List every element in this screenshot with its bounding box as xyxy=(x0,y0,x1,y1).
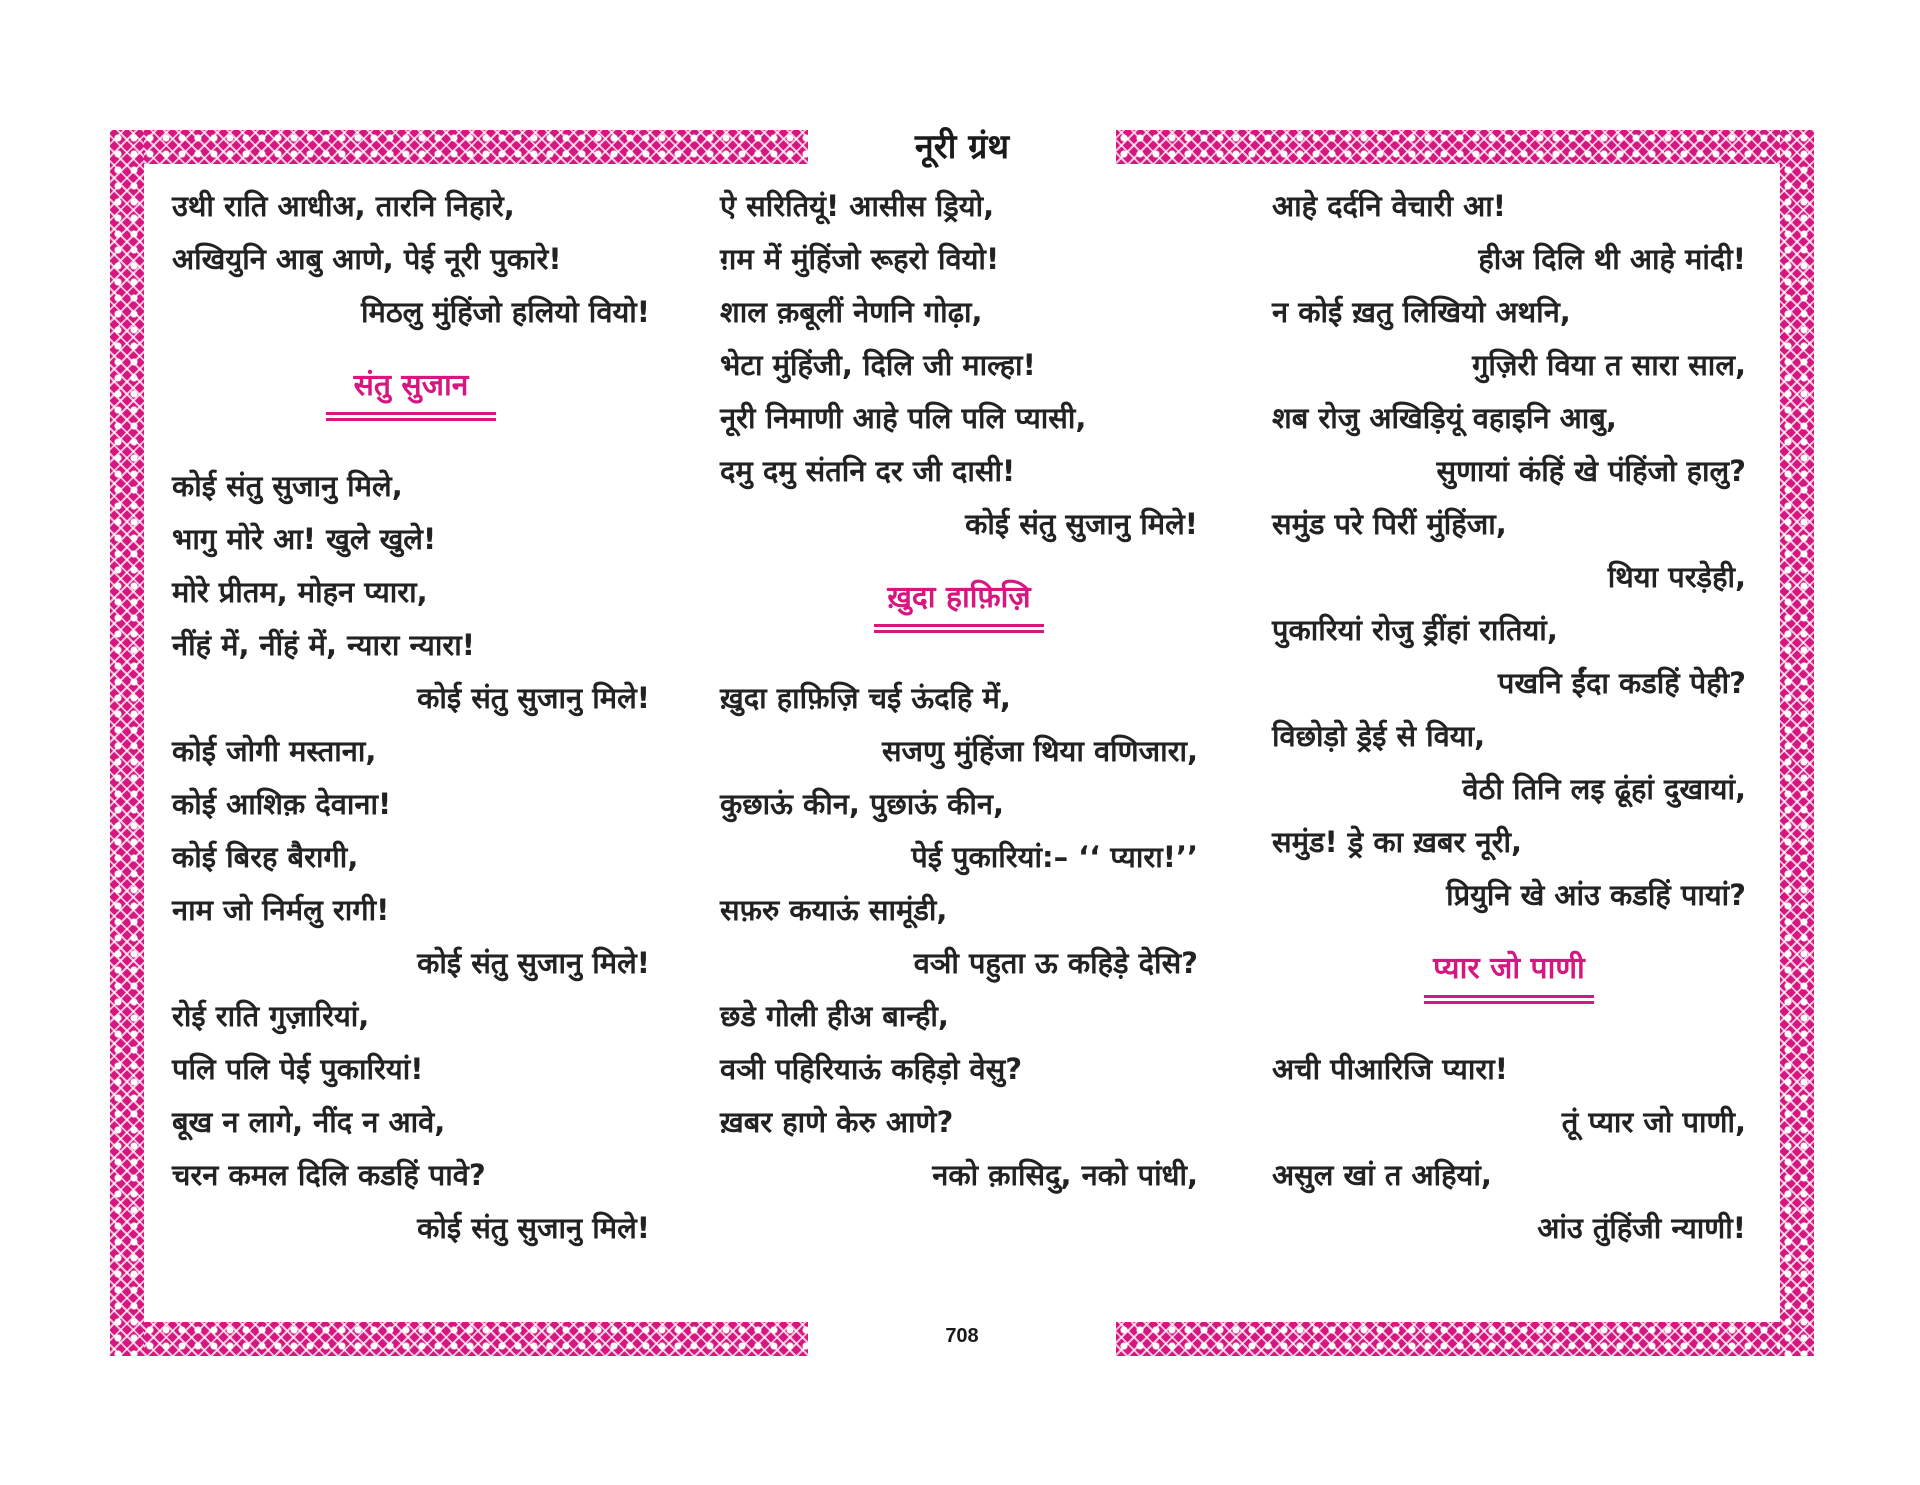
verse-line: समुंड परे पिरीं मुंहिंजा, xyxy=(1272,507,1507,541)
verse-line: गुज़िरी विया त सारा साल, xyxy=(1472,348,1746,382)
verse-line: दमु दमु संतनि दर जी दासी! xyxy=(720,454,1016,488)
verse-line: पलि पलि पेई पुकारियां! xyxy=(172,1052,424,1086)
verse-line: कोई संतु सुजानु मिले, xyxy=(172,469,403,503)
poem-heading: प्यार जो पाणी xyxy=(1433,951,1585,986)
verse-line: आहे दर्दनि वेचारी आ! xyxy=(1272,189,1507,223)
poem-heading: संतु सुजान xyxy=(353,368,469,403)
verse-line: भागु मोरे आ! खुले खुले! xyxy=(172,522,437,556)
verse-line: ख़बर हाणे केरु आणे? xyxy=(720,1105,954,1139)
verse-line: असुल खां त अहियां, xyxy=(1272,1158,1492,1192)
verse-line: शाल क़बूलीं नेणनि गोढ़ा, xyxy=(720,295,983,329)
verse-line: कोई जोगी मस्ताना, xyxy=(172,734,377,768)
verse-line: प्रियुनि खे आंउ कडहिं पायां? xyxy=(1446,878,1746,912)
border-bottom-right xyxy=(1116,1322,1814,1356)
verse-line: तूं प्यार जो पाणी, xyxy=(1561,1105,1746,1139)
border-top-left xyxy=(110,130,808,164)
verse-line: उथी राति आधीअ, तारनि निहारे, xyxy=(172,189,515,223)
verse-line: थिया परड़ेही, xyxy=(1607,560,1746,594)
verse-line: ऐ सरितियूं! आसीस ड्रियो, xyxy=(720,189,995,223)
verse-line: कोई आशिक़ देवाना! xyxy=(172,787,392,821)
verse-line: कोई संतु सुजानु मिले! xyxy=(965,507,1198,541)
verse-line: आंउ तुंहिंजी न्याणी! xyxy=(1537,1211,1746,1245)
border-left xyxy=(110,130,144,1356)
verse-line: हीअ दिलि थी आहे मांदी! xyxy=(1478,242,1746,276)
verse-line: समुंड! ड्रे का ख़बर नूरी, xyxy=(1272,825,1522,859)
verse-line: विछोड़ो ड्रेई से विया, xyxy=(1272,719,1486,753)
verse-line: सजणु मुंहिंजा थिया वणिजारा, xyxy=(881,734,1198,768)
verse-line: ख़ुदा हाफ़िज़ि चई ऊंदहि में, xyxy=(720,681,1011,715)
verse-line: अची पीआरिजि प्यारा! xyxy=(1272,1052,1508,1086)
poem-heading: ख़ुदा हाफ़िज़ि xyxy=(887,580,1031,615)
verse-line: वञी पहुता ऊ कहिड़े देसि? xyxy=(913,946,1198,980)
verse-line: नूरी निमाणी आहे पलि पलि प्यासी, xyxy=(720,401,1087,435)
border-right xyxy=(1780,130,1814,1356)
verse-line: नको क़ासिदु, नको पांधी, xyxy=(932,1158,1198,1192)
heading-underline xyxy=(1424,995,1594,1004)
verse-line: कोई बिरह बैरागी, xyxy=(172,840,359,874)
verse-line: भेटा मुंहिंजी, दिलि जी माल्हा! xyxy=(720,348,1036,382)
verse-line: मिठलु मुंहिंजो हलियो वियो! xyxy=(360,295,650,329)
verse-line: कोई संतु सुजानु मिले! xyxy=(417,1211,650,1245)
verse-line: कोई संतु सुजानु मिले! xyxy=(417,946,650,980)
verse-line: छडे गोली हीअ बान्ही, xyxy=(720,999,949,1033)
page-number: 708 xyxy=(945,1325,979,1347)
book-title: नूरी ग्रंथ xyxy=(914,127,1010,167)
verse-line: रोई राति गुज़ारियां, xyxy=(172,999,370,1033)
border-top-right xyxy=(1116,130,1814,164)
verse-line: वञी पहिरियाऊं कहिड़ो वेसु? xyxy=(720,1052,1023,1086)
verse-line: चरन कमल दिलि कडहिं पावे? xyxy=(172,1158,486,1192)
verse-line: कुछाऊं कीन, पुछाऊं कीन, xyxy=(720,787,1005,821)
verse-line: सफ़रु कयाऊं सामूंडी, xyxy=(720,893,948,927)
verse-line: नींहं में, नींहं में, न्यारा न्यारा! xyxy=(172,628,475,662)
verse-line: वेठी तिनि लइ ढूंहां दुखायां, xyxy=(1462,772,1746,806)
verse-line: पखनि ईंदा कडहिं पेही? xyxy=(1497,666,1746,700)
heading-underline xyxy=(326,412,496,421)
verse-line: बूख न लागे, नींद न आवे, xyxy=(172,1105,446,1139)
verse-line: ग़म में मुंहिंजो रूहरो वियो! xyxy=(720,242,1000,276)
verse-line: अखियुनि आबु आणे, पेई नूरी पुकारे! xyxy=(172,242,562,276)
verse-line: पेई पुकारियां:– ‘‘ प्यारा!’’ xyxy=(911,840,1198,874)
verse-line: मोरे प्रीतम, मोहन प्यारा, xyxy=(172,575,428,609)
heading-underline xyxy=(874,624,1044,633)
verse-line: शब रोजु अखिड़ियूं वहाइनि आबु, xyxy=(1272,401,1617,435)
verse-line: कोई संतु सुजानु मिले! xyxy=(417,681,650,715)
border-bottom-left xyxy=(110,1322,808,1356)
verse-line: सुणायां कंहिं खे पंहिंजो हालु? xyxy=(1436,454,1746,488)
verse-line: नाम जो निर्मलु रागी! xyxy=(172,893,390,927)
verse-line: पुकारियां रोजु ड्रींहां रातियां, xyxy=(1272,613,1558,647)
verse-line: न कोई ख़तु लिखियो अथनि, xyxy=(1272,295,1571,329)
